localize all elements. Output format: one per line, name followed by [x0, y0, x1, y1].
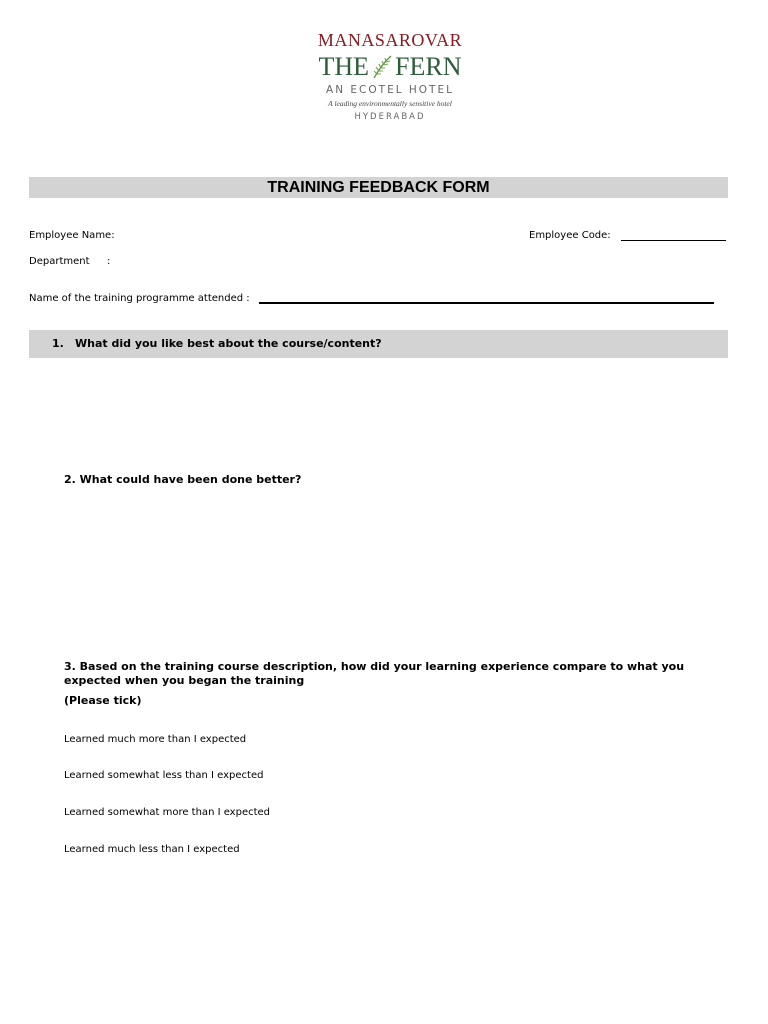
- logo-tagline: A leading environmentally sensitive hotel: [328, 99, 452, 108]
- department-colon: :: [107, 256, 111, 267]
- programme-label: Name of the training programme attended :: [29, 293, 250, 304]
- option-much-less[interactable]: Learned much less than I expected: [64, 844, 240, 855]
- fern-leaf-icon: [371, 54, 393, 80]
- question-1-bar: [29, 330, 728, 358]
- logo-line-manasarovar: MANASAROVAR: [317, 30, 463, 50]
- option-somewhat-less[interactable]: Learned somewhat less than I expected: [64, 770, 264, 781]
- logo-line-ecotel: AN ECOTEL HOTEL: [326, 84, 454, 96]
- logo-city: HYDERABAD: [354, 112, 426, 122]
- question-1-text: What did you like best about the course/content?: [75, 337, 382, 350]
- hotel-logo: [290, 28, 490, 124]
- question-3-text: 3. Based on the training course description, how did your learning experience compare to what you expected when you began the training: [64, 660, 685, 687]
- logo-line-the-fern: [290, 52, 490, 82]
- option-somewhat-more[interactable]: Learned somewhat more than I expected: [64, 807, 271, 818]
- logo-word-fern: FERN: [395, 52, 462, 81]
- form-title: TRAINING FEEDBACK FORM: [29, 177, 728, 198]
- option-much-more[interactable]: Learned much more than I expected: [64, 734, 247, 745]
- employee-code-label: Employee Code:: [529, 230, 611, 241]
- employee-code-field[interactable]: [621, 240, 726, 241]
- logo-word-the: THE: [318, 52, 370, 81]
- question-1-number: 1.: [52, 337, 64, 350]
- question-2-text: 2. What could have been done better?: [64, 473, 302, 486]
- department-label: Department: [29, 256, 90, 267]
- question-3-instruction: (Please tick): [64, 694, 142, 707]
- employee-name-label: Employee Name:: [29, 230, 115, 241]
- programme-field[interactable]: [259, 302, 714, 304]
